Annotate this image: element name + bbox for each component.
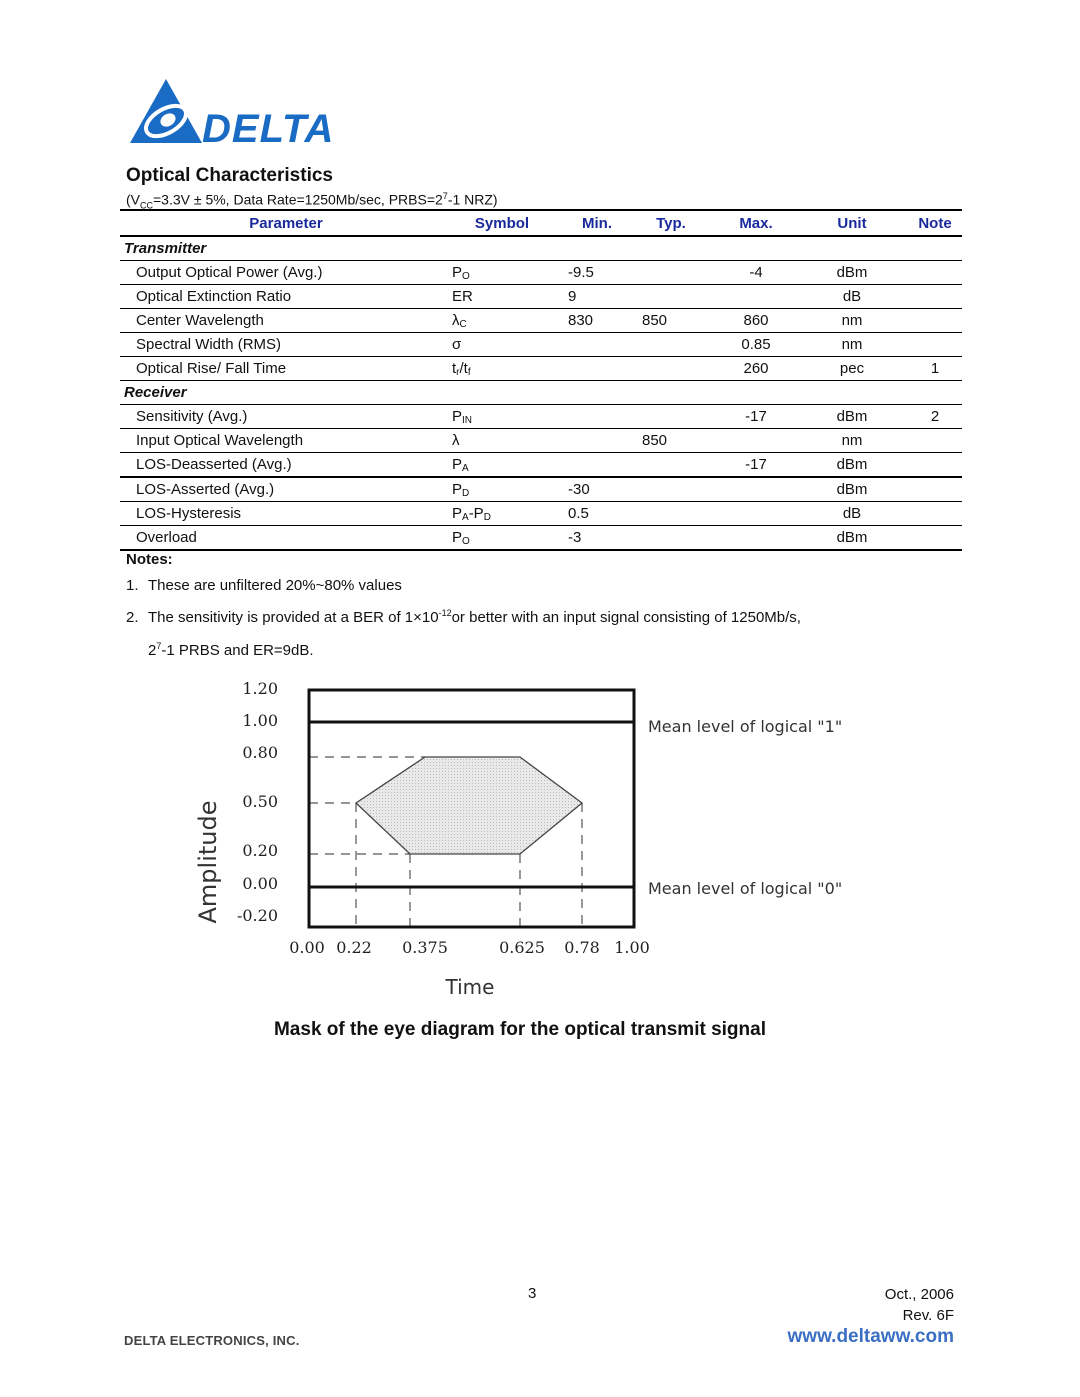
table-row	[120, 309, 962, 333]
x-tick-label: 1.00	[614, 938, 650, 957]
x-tick-label: 0.22	[336, 938, 372, 957]
col-note: Note	[918, 214, 952, 232]
logical-zero-label: Mean level of logical "0"	[648, 879, 843, 898]
max-cell	[700, 502, 796, 526]
revision-date: Oct., 2006	[884, 1286, 954, 1303]
parameter-cell: LOS-Deasserted (Avg.)	[136, 456, 292, 473]
revision-number: Rev. 6F	[902, 1307, 954, 1324]
table-header-row	[120, 210, 962, 236]
typ-cell	[626, 405, 700, 429]
note-cell	[892, 309, 962, 333]
symbol-main: P	[452, 263, 463, 281]
symbol-cell	[436, 429, 552, 453]
symbol-sub-2: f	[467, 366, 471, 378]
note-cell: 2	[930, 408, 940, 425]
symbol-sub: IN	[462, 414, 473, 426]
eye-diagram-mask	[190, 672, 850, 1002]
table-row	[120, 429, 962, 453]
symbol-main: P	[452, 480, 463, 498]
typ-cell	[626, 261, 700, 285]
symbol-cell	[436, 477, 552, 502]
x-tick-label: 0.625	[499, 938, 545, 957]
min-cell: -30	[568, 481, 590, 498]
symbol-sub: A	[462, 462, 469, 474]
page-title: Optical Characteristics	[126, 165, 333, 186]
col-unit: Unit	[837, 214, 867, 232]
note-2: 2. The sensitivity is provided at a BER of $1\times 10^{-12}or$ better with an input signal consisting of 1250Mb/s,	[126, 608, 801, 626]
max-cell: 260	[743, 360, 769, 377]
symbol-main: λ	[452, 311, 460, 329]
unit-cell: nm	[841, 336, 863, 353]
typ-cell	[626, 502, 700, 526]
parameter-cell: LOS-Hysteresis	[136, 505, 242, 522]
y-tick-label: 1.00	[242, 711, 278, 730]
unit-cell: dB	[842, 505, 862, 522]
unit-cell: dBm	[836, 481, 868, 498]
logical-one-label: Mean level of logical "1"	[648, 717, 843, 736]
y-tick-label: 0.80	[242, 743, 278, 762]
typ-cell	[626, 357, 700, 381]
symbol-main: t	[452, 359, 457, 377]
symbol-main-2: -P	[468, 504, 484, 522]
note-cell	[892, 526, 962, 551]
table-row	[120, 477, 962, 502]
parameter-cell: Spectral Width (RMS)	[136, 336, 282, 353]
symbol-cell	[436, 333, 552, 357]
note-2-cont: $2^7-1$ PRBS and ER=9dB.	[148, 641, 314, 659]
company-url[interactable]: www.deltaww.com	[787, 1326, 954, 1347]
parameter-cell: Input Optical Wavelength	[136, 432, 304, 449]
max-cell: 0.85	[741, 336, 771, 353]
symbol-cell	[436, 261, 552, 285]
note-cell	[892, 502, 962, 526]
x-tick-label: 0.375	[402, 938, 448, 957]
x-tick-label: 0.00	[289, 938, 325, 957]
symbol-main: P	[452, 504, 463, 522]
parameter-cell: Sensitivity (Avg.)	[136, 408, 248, 425]
y-tick-label: 0.20	[242, 841, 278, 860]
symbol-cell	[436, 405, 552, 429]
symbol-sub: C	[459, 318, 467, 330]
symbol-sub: D	[462, 487, 470, 499]
table-row	[120, 502, 962, 526]
unit-cell: nm	[841, 312, 863, 329]
table-row	[120, 453, 962, 478]
typ-cell	[626, 477, 700, 502]
col-parameter: Parameter	[249, 214, 323, 232]
note-cell	[892, 477, 962, 502]
min-cell: -9.5	[568, 264, 594, 281]
min-cell	[552, 333, 626, 357]
symbol-main: λ	[452, 432, 460, 449]
y-axis-label: Amplitude	[194, 800, 222, 924]
parameter-cell: Optical Rise/ Fall Time	[136, 360, 287, 377]
parameter-cell: Optical Extinction Ratio	[136, 288, 292, 305]
min-cell	[552, 429, 626, 453]
section-receiver: Receiver	[120, 381, 962, 405]
col-symbol: Symbol	[474, 214, 530, 232]
table-row	[120, 333, 962, 357]
table-row	[120, 285, 962, 309]
min-cell: 9	[568, 288, 577, 305]
col-min: Min.	[582, 214, 612, 232]
max-cell	[700, 429, 796, 453]
eye-mask-hexagon	[356, 757, 582, 854]
min-cell	[552, 405, 626, 429]
max-cell	[700, 477, 796, 502]
y-tick-label: 0.00	[242, 874, 278, 893]
symbol-sub: A	[462, 511, 469, 523]
max-cell	[700, 526, 796, 551]
col-max: Max.	[739, 214, 773, 232]
col-typ: Typ.	[656, 214, 686, 232]
symbol-sub-2: D	[483, 511, 491, 523]
symbol-cell	[436, 526, 552, 551]
min-cell: 830	[568, 312, 594, 329]
note-cell	[892, 333, 962, 357]
note-cell	[892, 429, 962, 453]
min-cell: -3	[568, 529, 582, 546]
unit-cell: dB	[842, 288, 862, 305]
typ-cell	[626, 453, 700, 478]
page-number: 3	[528, 1285, 537, 1302]
symbol-sub: O	[462, 270, 470, 282]
unit-cell: dBm	[836, 529, 868, 546]
max-cell: -17	[745, 408, 767, 425]
symbol-main-2: /t	[459, 359, 468, 377]
y-tick-label: 0.50	[242, 792, 278, 811]
typ-cell	[626, 526, 700, 551]
note-1: 1. These are unfiltered 20%~80% values	[126, 577, 402, 594]
symbol-main: ER	[452, 288, 473, 305]
table-row	[120, 261, 962, 285]
symbol-main: P	[452, 455, 463, 473]
table-row	[120, 357, 962, 381]
note-cell	[892, 285, 962, 309]
max-cell: -17	[745, 456, 767, 473]
symbol-sub: r	[456, 366, 460, 378]
symbol-cell	[436, 309, 552, 333]
unit-cell: dBm	[836, 456, 868, 473]
symbol-cell	[436, 453, 552, 478]
x-tick-label: 0.78	[564, 938, 600, 957]
table-row	[120, 526, 962, 551]
typ-cell: 850	[642, 432, 668, 449]
symbol-main: P	[452, 528, 463, 546]
x-axis-label: Time	[445, 975, 495, 999]
table-row	[120, 405, 962, 429]
typ-cell	[626, 285, 700, 309]
delta-logo	[128, 76, 348, 146]
max-cell: 860	[743, 312, 769, 329]
symbol-cell	[436, 357, 552, 381]
note-cell: 1	[930, 360, 940, 377]
notes-heading: Notes:	[126, 551, 173, 568]
y-tick-label: -0.20	[236, 906, 278, 925]
revision-block	[885, 1284, 954, 1326]
min-cell: 0.5	[568, 505, 589, 522]
logo-wordmark: DELTA	[202, 107, 335, 146]
company-name: DELTA ELECTRONICS, INC.	[124, 1333, 300, 1348]
symbol-main: σ	[452, 336, 462, 353]
figure-caption: Mask of the eye diagram for the optical transmit signal	[273, 1019, 766, 1040]
typ-cell: 850	[642, 312, 668, 329]
symbol-sub: O	[462, 535, 470, 547]
min-cell	[552, 453, 626, 478]
optical-characteristics-table	[120, 209, 962, 551]
section-transmitter: Transmitter	[120, 236, 962, 261]
symbol-main: P	[452, 407, 463, 425]
unit-cell: nm	[841, 432, 863, 449]
parameter-cell: Center Wavelength	[136, 312, 264, 329]
parameter-cell: LOS-Asserted (Avg.)	[136, 481, 275, 498]
symbol-cell	[436, 285, 552, 309]
note-cell	[892, 261, 962, 285]
unit-cell: pec	[839, 360, 865, 377]
unit-cell: dBm	[836, 408, 868, 425]
parameter-cell: Overload	[136, 529, 197, 546]
test-conditions: ($V_{CC}=3.3V \pm 5\%$, Data Rate=1250Mb/sec, $PRBS=2^7-1$ NRZ)	[126, 191, 498, 211]
parameter-cell: Output Optical Power (Avg.)	[136, 264, 323, 281]
unit-cell: dBm	[836, 264, 868, 281]
min-cell	[552, 357, 626, 381]
note-cell	[892, 453, 962, 478]
typ-cell	[626, 333, 700, 357]
symbol-cell	[436, 502, 552, 526]
y-tick-label: 1.20	[242, 679, 278, 698]
max-cell: -4	[749, 264, 763, 281]
max-cell	[700, 285, 796, 309]
